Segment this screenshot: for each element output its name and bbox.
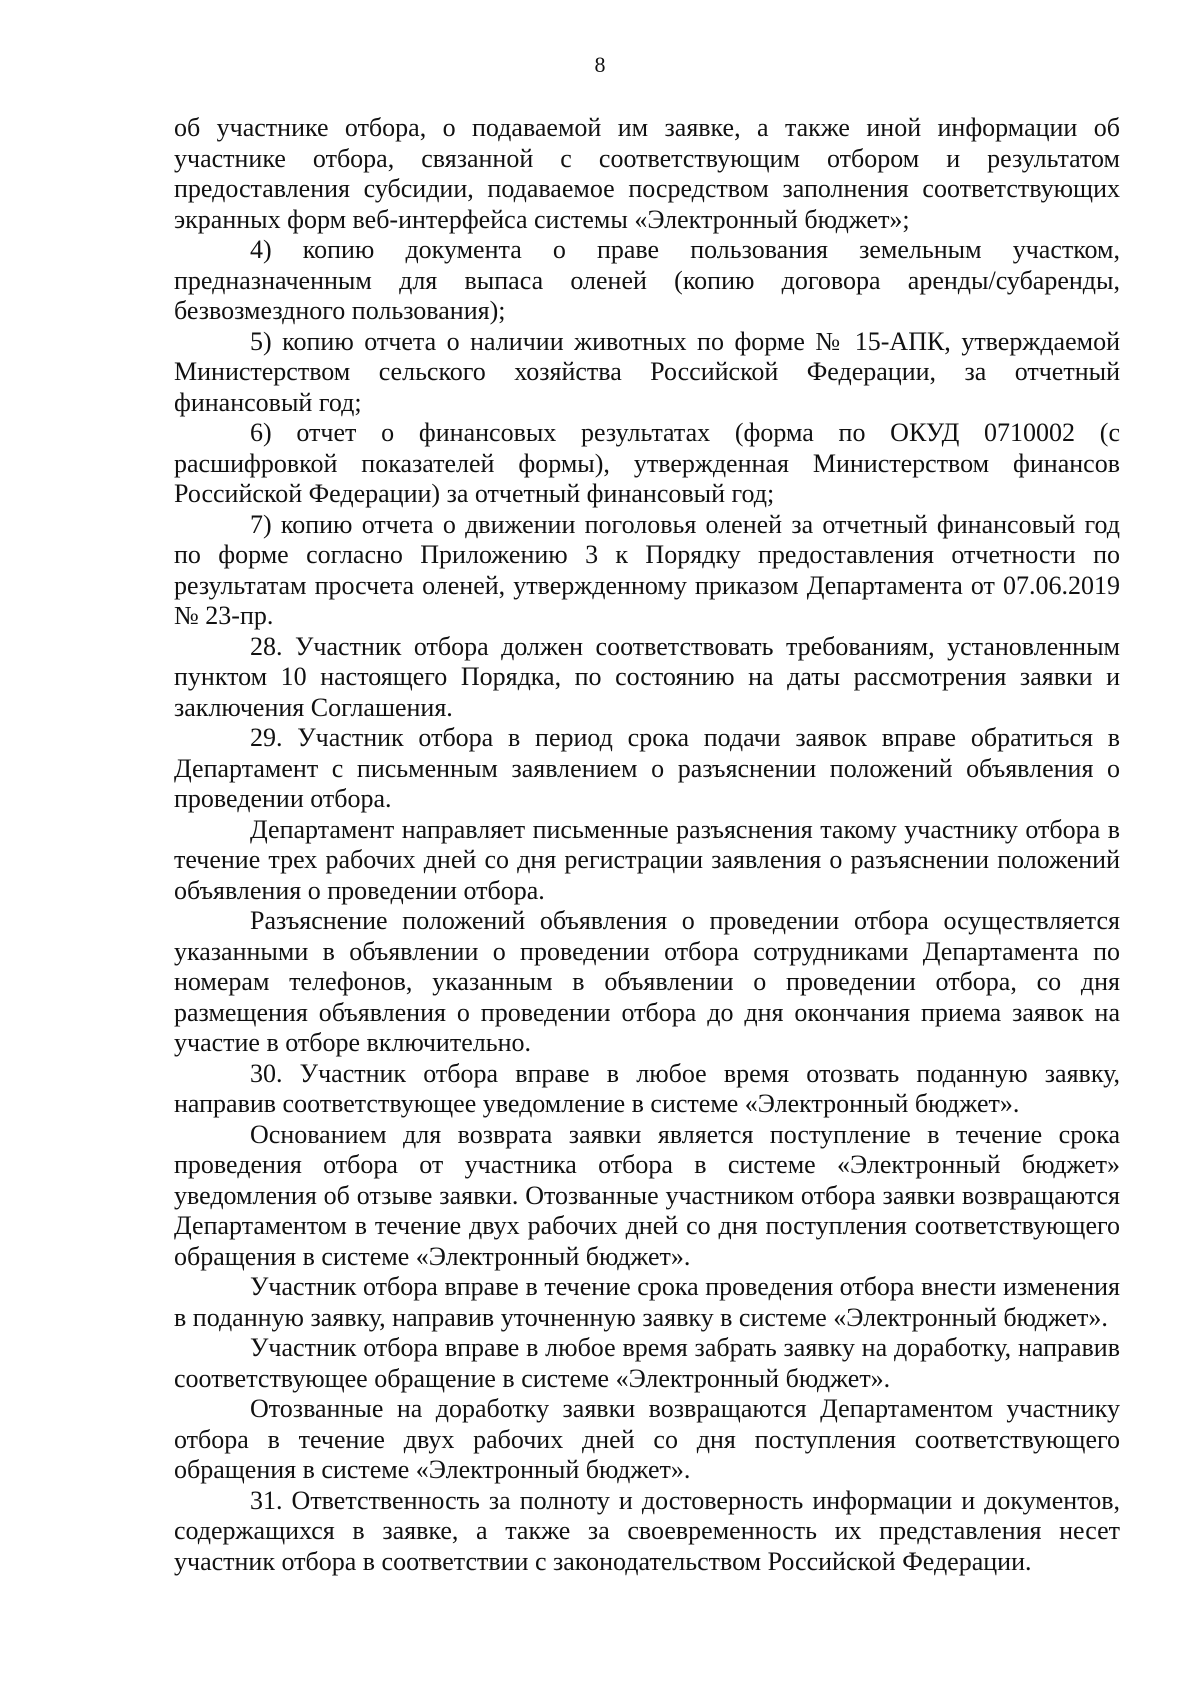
paragraph-item-7: 7) копию отчета о движении поголовья оленей за отчетный финансовый год по форме согласно Приложению 3 к Порядку предоставления отчетности по результатам просчета оленей, утвержденному приказом Департамента от 07.06.2019 № 23-пр. <box>174 509 1120 630</box>
paragraph-clause-30: 30. Участник отбора вправе в любое время отозвать поданную заявку, направив соответствующее уведомление в системе «Электронный бюджет». <box>174 1058 1120 1118</box>
paragraph-clause-29-contacts: Разъяснение положений объявления о проведении отбора осуществляется указанными в объявлении о проведении отбора сотрудниками Департамента по номерам телефонов, указанным в объявлении о проведении отбора, со дня размещения объявления о проведении отбора до дня окончания приема заявок на участие в отборе включительно. <box>174 906 1120 1057</box>
paragraph-clause-30-revision: Участник отбора вправе в любое время забрать заявку на доработку, направив соответствующее обращение в системе «Электронный бюджет». <box>174 1333 1120 1393</box>
paragraph-clause-31: 31. Ответственность за полноту и достоверность информации и документов, содержащихся в заявке, а также за своевременность их представления несет участник отбора в соответствии с законодательством Российской Федерации. <box>174 1485 1120 1576</box>
paragraph-clause-29: 29. Участник отбора в период срока подачи заявок вправе обратиться в Департамент с письменным заявлением о разъяснении положений объявления о проведении отбора. <box>174 723 1120 813</box>
paragraph-clause-30-revision-return: Отозванные на доработку заявки возвращаются Департаментом участнику отбора в течение двух рабочих дней со дня поступления соответствующего обращения в системе «Электронный бюджет». <box>174 1394 1120 1484</box>
paragraph-item-4: 4) копию документа о праве пользования земельным участком, предназначенным для выпаса оленей (копию договора аренды/субаренды, безвозмездного пользования); <box>174 235 1120 325</box>
paragraph-continuation: об участнике отбора, о подаваемой им заявке, а также иной информации об участнике отбора, связанной с соответствующим отбором и результатом предоставления субсидии, подаваемое посредством заполнения соответствующих экранных форм веб-интерфейса системы «Электронный бюджет»; <box>174 113 1120 234</box>
paragraph-clause-30-changes: Участник отбора вправе в течение срока проведения отбора внести изменения в поданную заявку, направив уточненную заявку в системе «Электронный бюджет». <box>174 1272 1120 1332</box>
paragraph-item-6: 6) отчет о финансовых результатах (форма по ОКУД 0710002 (с расшифровкой показателей формы), утвержденная Министерством финансов Российской Федерации) за отчетный финансовый год; <box>174 418 1120 508</box>
paragraph-item-5: 5) копию отчета о наличии животных по форме № 15-АПК, утверждаемой Министерством сельского хозяйства Российской Федерации, за отчетный финансовый год; <box>174 326 1120 417</box>
paragraph-clause-29-explanations: Департамент направляет письменные разъяснения такому участнику отбора в течение трех рабочих дней со дня регистрации заявления о разъяснении положений объявления о проведении отбора. <box>174 814 1120 905</box>
paragraph-clause-30-return: Основанием для возврата заявки является поступление в течение срока проведения отбора от участника отбора в системе «Электронный бюджет» уведомления об отзыве заявки. Отозванные участником отбора заявки возвращаются Департаментом в течение двух рабочих дней со дня поступления соответствующего обращения в системе «Электронный бюджет». <box>174 1119 1120 1271</box>
paragraph-clause-28: 28. Участник отбора должен соответствовать требованиям, установленным пунктом 10 настоящего Порядка, по состоянию на даты рассмотрения заявки и заключения Соглашения. <box>174 631 1120 722</box>
document-body <box>174 113 1120 1577</box>
page-number: 8 <box>594 52 606 77</box>
